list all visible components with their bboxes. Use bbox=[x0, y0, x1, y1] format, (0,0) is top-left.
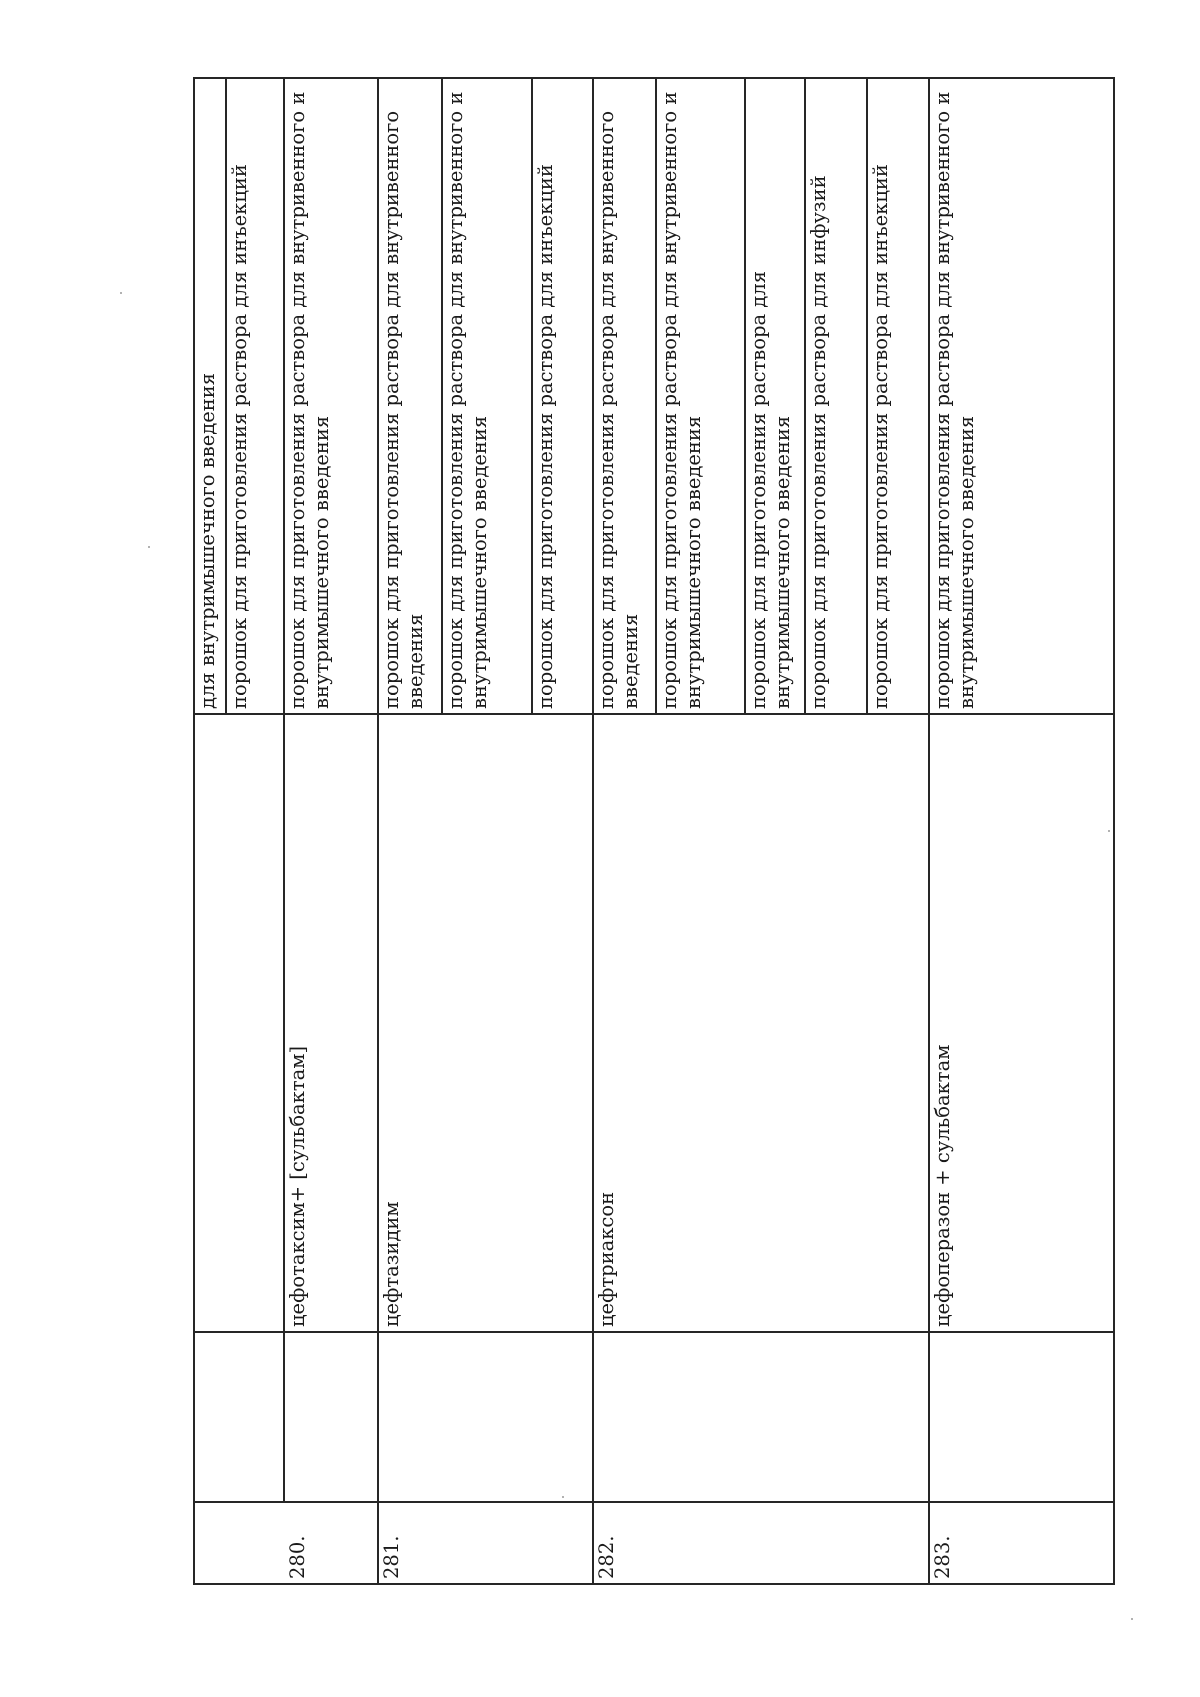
atx-code-cell bbox=[531, 1333, 592, 1503]
row-rule bbox=[1113, 77, 1115, 1585]
scan-speck bbox=[562, 1496, 564, 1498]
drug-name-cell bbox=[655, 715, 744, 1333]
drug-name-cell bbox=[804, 715, 866, 1333]
table-row bbox=[592, 77, 655, 1585]
scan-speck bbox=[1131, 1618, 1133, 1620]
dosage-form-cell: порошок для приготовления раствора для внутривенного и внутримышечного введения bbox=[931, 91, 978, 709]
scan-speck bbox=[1108, 830, 1110, 832]
table-row bbox=[283, 77, 377, 1585]
row-rule bbox=[377, 77, 379, 1585]
row-rule bbox=[531, 77, 533, 715]
dosage-form-cell: для внутримышечного введения bbox=[196, 372, 219, 709]
row-rule bbox=[592, 77, 594, 1585]
drug-name-cell bbox=[441, 715, 531, 1333]
row-number-cell bbox=[225, 1503, 283, 1585]
scan-speck bbox=[148, 546, 150, 548]
table-row bbox=[531, 77, 592, 1585]
drug-name-cell: цефтриаксон bbox=[595, 1191, 618, 1327]
drug-name-cell bbox=[744, 715, 804, 1333]
row-number-cell: 280. bbox=[286, 1535, 309, 1579]
table-row bbox=[193, 77, 225, 1585]
atx-code-cell bbox=[592, 1333, 655, 1503]
drug-name-cell: цефотаксим+ [сульбактам] bbox=[286, 1045, 309, 1327]
dosage-form-cell: порошок для приготовления раствора для внутривенного введения bbox=[595, 110, 642, 709]
dosage-form-cell: порошок для приготовления раствора для внутривенного и внутримышечного введения bbox=[444, 91, 491, 709]
table-row bbox=[804, 77, 866, 1585]
dosage-form-cell: порошок для приготовления раствора для внутривенного и внутримышечного введения bbox=[658, 91, 705, 709]
column-rule bbox=[193, 1332, 1115, 1334]
dosage-form-cell: порошок для приготовления раствора для инфузий bbox=[807, 175, 830, 709]
atx-code-cell bbox=[866, 1333, 928, 1503]
row-rule bbox=[928, 77, 930, 1585]
row-rule bbox=[441, 77, 443, 715]
table-row bbox=[441, 77, 531, 1585]
drug-name-cell bbox=[225, 715, 283, 1333]
row-rule bbox=[804, 77, 806, 715]
drug-name-cell bbox=[866, 715, 928, 1333]
atx-code-cell bbox=[744, 1333, 804, 1503]
table-row bbox=[655, 77, 744, 1585]
table-row bbox=[744, 77, 804, 1585]
row-number-cell bbox=[804, 1503, 866, 1585]
row-number-cell: 283. bbox=[931, 1535, 954, 1579]
row-rule bbox=[655, 77, 657, 715]
atx-code-cell bbox=[193, 1333, 225, 1503]
column-rule bbox=[193, 714, 1115, 716]
row-rule bbox=[744, 77, 746, 715]
row-number-cell bbox=[866, 1503, 928, 1585]
atx-code-cell bbox=[377, 1333, 441, 1503]
table-row bbox=[225, 77, 283, 1585]
column-rule bbox=[193, 1502, 1115, 1504]
drug-name-cell bbox=[193, 715, 225, 1333]
column-rule bbox=[193, 1584, 1115, 1586]
dosage-form-cell: порошок для приготовления раствора для внутривенного и внутримышечного введения bbox=[286, 91, 333, 709]
table-row bbox=[866, 77, 928, 1585]
column-rule bbox=[193, 78, 1115, 80]
rotated-drug-table bbox=[193, 77, 1115, 1585]
atx-code-cell bbox=[441, 1333, 531, 1503]
atx-code-cell bbox=[928, 1333, 1115, 1503]
row-number-cell bbox=[531, 1503, 592, 1585]
table-row bbox=[928, 77, 1115, 1585]
drug-name-cell bbox=[531, 715, 592, 1333]
atx-code-cell bbox=[804, 1333, 866, 1503]
row-rule bbox=[193, 77, 195, 1585]
drug-name-cell: цефоперазон + сульбактам bbox=[931, 1044, 954, 1327]
dosage-form-cell: порошок для приготовления раствора для инъекций bbox=[228, 164, 251, 709]
row-number-cell: 282. bbox=[595, 1535, 618, 1579]
row-number-cell: 281. bbox=[380, 1535, 403, 1579]
atx-code-cell bbox=[283, 1333, 377, 1503]
table-row bbox=[377, 77, 441, 1585]
dosage-form-cell: порошок для приготовления раствора для инъекций bbox=[534, 164, 557, 709]
dosage-form-cell: порошок для приготовления раствора для внутримышечного введения bbox=[747, 270, 794, 709]
drug-name-cell: цефтазидим bbox=[380, 1201, 403, 1327]
row-number-cell bbox=[744, 1503, 804, 1585]
row-number-cell bbox=[441, 1503, 531, 1585]
atx-code-cell bbox=[655, 1333, 744, 1503]
row-rule bbox=[866, 77, 868, 715]
row-number-cell bbox=[193, 1503, 225, 1585]
scan-speck bbox=[120, 292, 122, 294]
row-rule bbox=[225, 77, 227, 715]
dosage-form-cell: порошок для приготовления раствора для внутривенного введения bbox=[380, 110, 427, 709]
atx-code-cell bbox=[225, 1333, 283, 1503]
row-rule bbox=[283, 77, 285, 1503]
row-number-cell bbox=[655, 1503, 744, 1585]
dosage-form-cell: порошок для приготовления раствора для инъекций bbox=[869, 164, 892, 709]
